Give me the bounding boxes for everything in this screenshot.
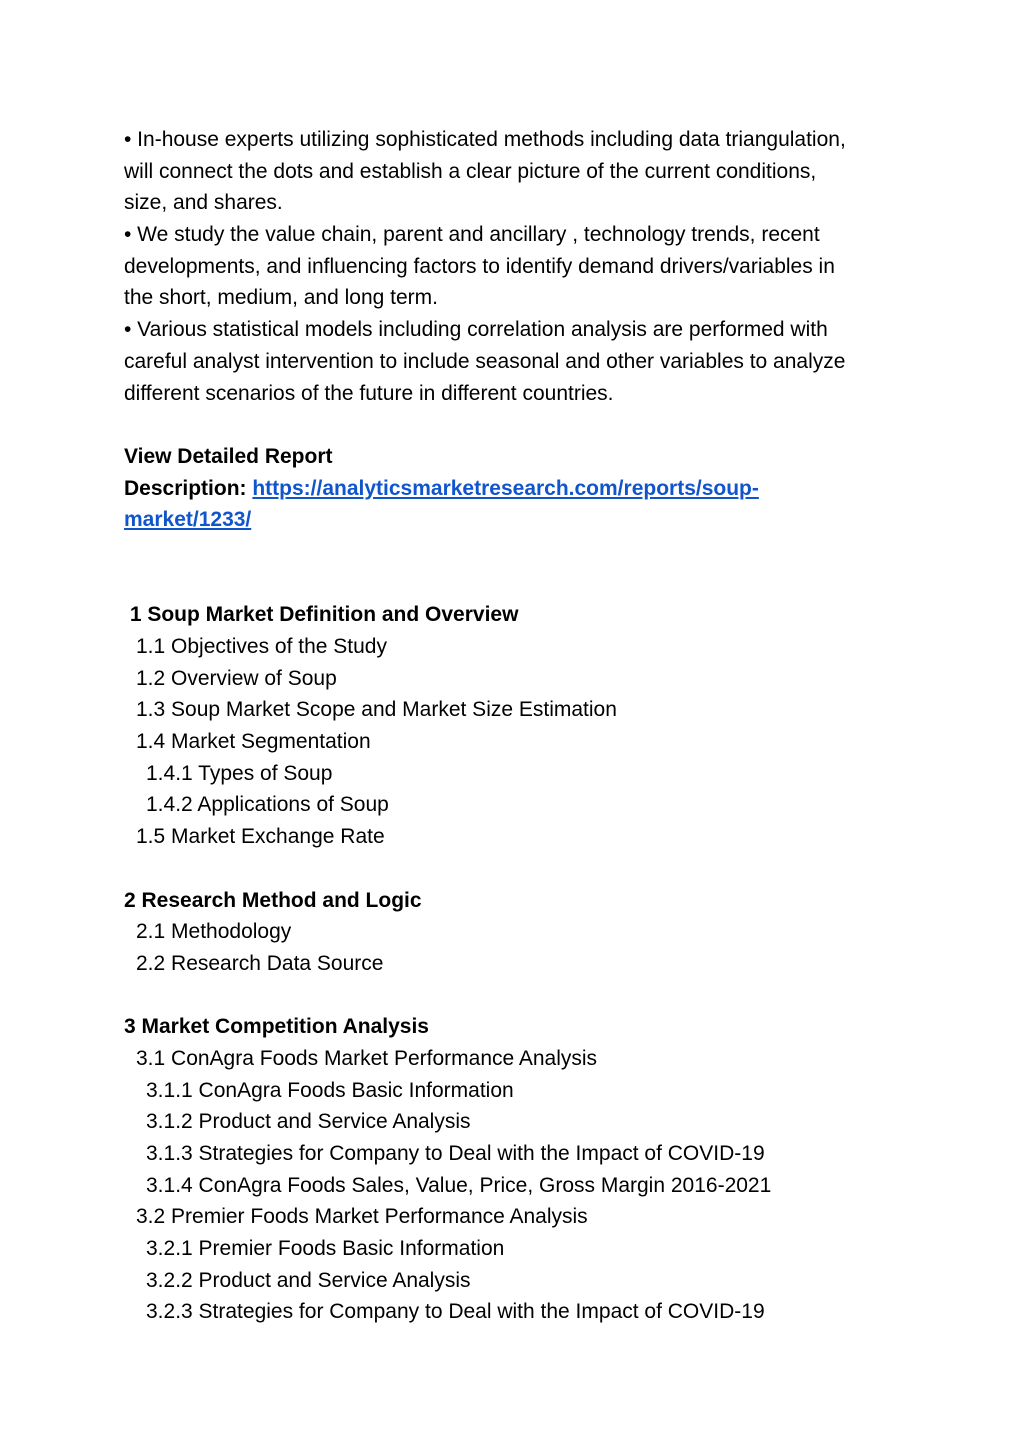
document-page	[124, 124, 914, 1328]
intro-line: size, and shares.	[124, 191, 283, 215]
toc-item: 1.4 Market Segmentation	[136, 730, 371, 754]
toc-section-2	[124, 885, 914, 980]
toc-item: 1.1 Objectives of the Study	[136, 635, 387, 659]
toc-subitem: 3.1.3 Strategies for Company to Deal with the Impact of COVID-19	[146, 1142, 765, 1166]
report-heading: View Detailed Report	[124, 444, 333, 468]
intro-line: will connect the dots and establish a clear picture of the current conditions,	[124, 159, 817, 183]
toc-item: 2.2 Research Data Source	[136, 951, 384, 975]
report-link-continued-line	[124, 504, 914, 536]
intro-line: • Various statistical models including correlation analysis are performed with	[124, 318, 828, 342]
toc-subitem: 1.4.2 Applications of Soup	[146, 793, 389, 817]
toc-section-title: 1 Soup Market Definition and Overview	[124, 603, 519, 627]
report-block	[124, 441, 914, 536]
toc-item: 1.5 Market Exchange Rate	[136, 825, 385, 849]
intro-line: careful analyst intervention to include seasonal and other variables to analyze	[124, 349, 846, 373]
intro-line: different scenarios of the future in different countries.	[124, 381, 614, 405]
toc-subitem: 1.4.1 Types of Soup	[146, 761, 333, 785]
toc-item: 2.1 Methodology	[136, 920, 292, 944]
report-link-continued[interactable]: market/1233/	[124, 508, 252, 532]
toc-subitem: 3.1.2 Product and Service Analysis	[146, 1110, 471, 1134]
toc-subitem: 3.1.4 ConAgra Foods Sales, Value, Price, Gross Margin 2016-2021	[146, 1173, 772, 1197]
toc-subitem: 3.1.1 ConAgra Foods Basic Information	[146, 1078, 514, 1102]
spacer	[124, 853, 914, 885]
toc-section-1	[124, 599, 914, 853]
spacer	[124, 980, 914, 1012]
report-link[interactable]: https://analyticsmarketresearch.com/reports/soup-	[252, 476, 759, 500]
toc-subitem: 3.2.2 Product and Service Analysis	[146, 1268, 471, 1292]
report-description-line	[124, 473, 914, 505]
intro-line: • We study the value chain, parent and ancillary , technology trends, recent	[124, 223, 820, 247]
toc-item: 3.1 ConAgra Foods Market Performance Analysis	[136, 1046, 598, 1070]
toc-subitem: 3.2.1 Premier Foods Basic Information	[146, 1237, 505, 1261]
spacer	[124, 536, 914, 599]
intro-line: the short, medium, and long term.	[124, 286, 438, 310]
spacer	[124, 409, 914, 441]
toc-item: 1.2 Overview of Soup	[136, 666, 337, 690]
toc-section-3	[124, 1011, 914, 1328]
toc-subitem: 3.2.3 Strategies for Company to Deal with the Impact of COVID-19	[146, 1300, 765, 1324]
toc-item: 1.3 Soup Market Scope and Market Size Estimation	[136, 698, 617, 722]
intro-line: • In-house experts utilizing sophisticated methods including data triangulation,	[124, 128, 846, 151]
description-label: Description:	[124, 476, 253, 500]
intro-paragraphs	[124, 124, 914, 409]
toc-item: 3.2 Premier Foods Market Performance Analysis	[136, 1205, 588, 1229]
intro-line: developments, and influencing factors to identify demand drivers/variables in	[124, 254, 835, 278]
toc-section-title: 3 Market Competition Analysis	[124, 1015, 429, 1039]
toc-section-title: 2 Research Method and Logic	[124, 888, 422, 912]
